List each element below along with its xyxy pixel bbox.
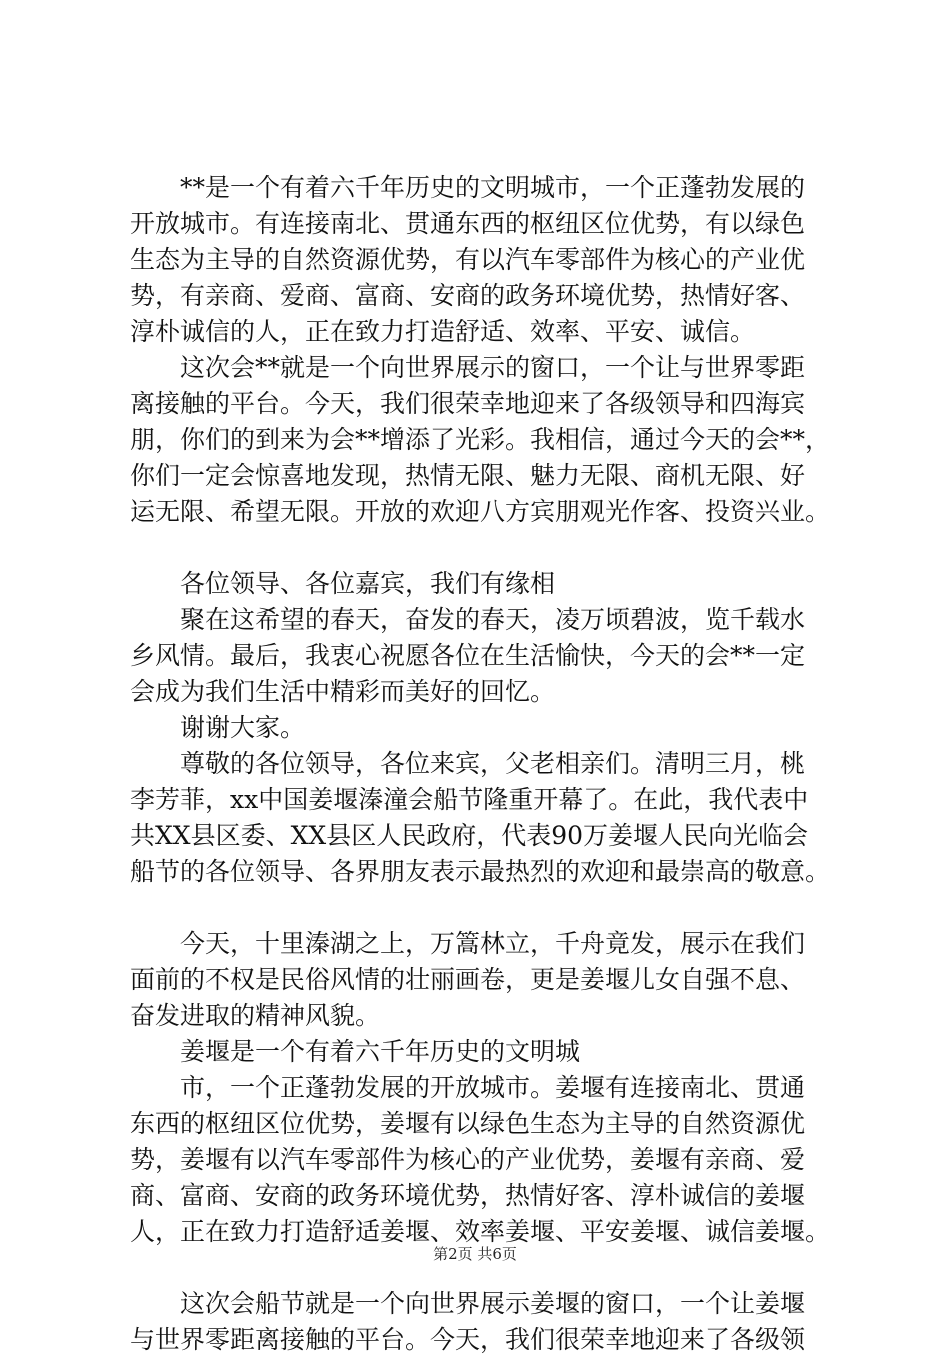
blank-line [130, 530, 840, 566]
page-footer: 第2页 共6页 [433, 1245, 517, 1263]
text-line: 面前的不权是民俗风情的壮丽画卷，更是姜堰儿女自强不息、 [130, 965, 806, 994]
text-line: 这次会船节就是一个向世界展示姜堰的窗口，一个让姜堰 [130, 1289, 806, 1318]
text-line: 势，有亲商、爱商、富商、安商的政务环境优势，热情好客、 [130, 281, 806, 310]
text-line: 离接触的平台。今天，我们很荣幸地迎来了各级领导和四海宾 [130, 389, 806, 418]
text-line: 聚在这希望的春天，奋发的春天，凌万顷碧波，览千载水 [130, 605, 806, 634]
text-line: 李芳菲，xx中国姜堰溱潼会船节隆重开幕了。在此，我代表中 [130, 785, 809, 814]
text-line: 你们一定会惊喜地发现，热情无限、魅力无限、商机无限、好 [130, 461, 806, 490]
text-line: 这次会**就是一个向世界展示的窗口，一个让与世界零距 [130, 353, 806, 382]
text-line: 开放城市。有连接南北、贯通东西的枢纽区位优势，有以绿色 [130, 209, 806, 238]
text-line: 尊敬的各位领导，各位来宾，父老相亲们。清明三月，桃 [130, 749, 806, 778]
text-line: 与世界零距离接触的平台。今天，我们很荣幸地迎来了各级领 [130, 1325, 806, 1354]
text-line: 势，姜堰有以汽车零部件为核心的产业优势，姜堰有亲商、爱 [130, 1145, 806, 1174]
text-line: 市，一个正蓬勃发展的开放城市。姜堰有连接南北、贯通 [130, 1073, 806, 1102]
text-line: 共XX县区委、XX县区人民政府，代表90万姜堰人民向光临会 [130, 821, 809, 850]
text-line: 船节的各位领导、各界朋友表示最热烈的欢迎和最崇高的敬意。 [130, 857, 831, 886]
text-line: 姜堰是一个有着六千年历史的文明城 [130, 1037, 581, 1066]
text-line: 谢谢大家。 [130, 713, 306, 742]
text-line: 会成为我们生活中精彩而美好的回忆。 [130, 677, 556, 706]
text-line: 奋发进取的精神风貌。 [130, 1001, 381, 1030]
text-line: 各位领导、各位嘉宾，我们有缘相 [130, 569, 556, 598]
text-line: 商、富商、安商的政务环境优势，热情好客、淳朴诚信的姜堰 [130, 1181, 806, 1210]
text-line: 东西的枢纽区位优势，姜堰有以绿色生态为主导的自然资源优 [130, 1109, 806, 1138]
text-line: 人，正在致力打造舒适姜堰、效率姜堰、平安姜堰、诚信姜堰。 [130, 1217, 831, 1246]
text-line: 朋，你们的到来为会**增添了光彩。我相信，通过今天的会**， [130, 425, 831, 454]
document-body [130, 170, 840, 1358]
text-line: 淳朴诚信的人，正在致力打造舒适、效率、平安、诚信。 [130, 317, 756, 346]
text-line: 运无限、希望无限。开放的欢迎八方宾朋观光作客、投资兴业。 [130, 497, 831, 526]
text-line: 乡风情。最后，我衷心祝愿各位在生活愉快，今天的会**一定 [130, 641, 806, 670]
text-line: 今天，十里溱湖之上，万篙林立，千舟竟发，展示在我们 [130, 929, 806, 958]
text-line: 生态为主导的自然资源优势，有以汽车零部件为核心的产业优 [130, 245, 806, 274]
blank-line [130, 890, 840, 926]
text-line: **是一个有着六千年历史的文明城市，一个正蓬勃发展的 [130, 173, 806, 202]
